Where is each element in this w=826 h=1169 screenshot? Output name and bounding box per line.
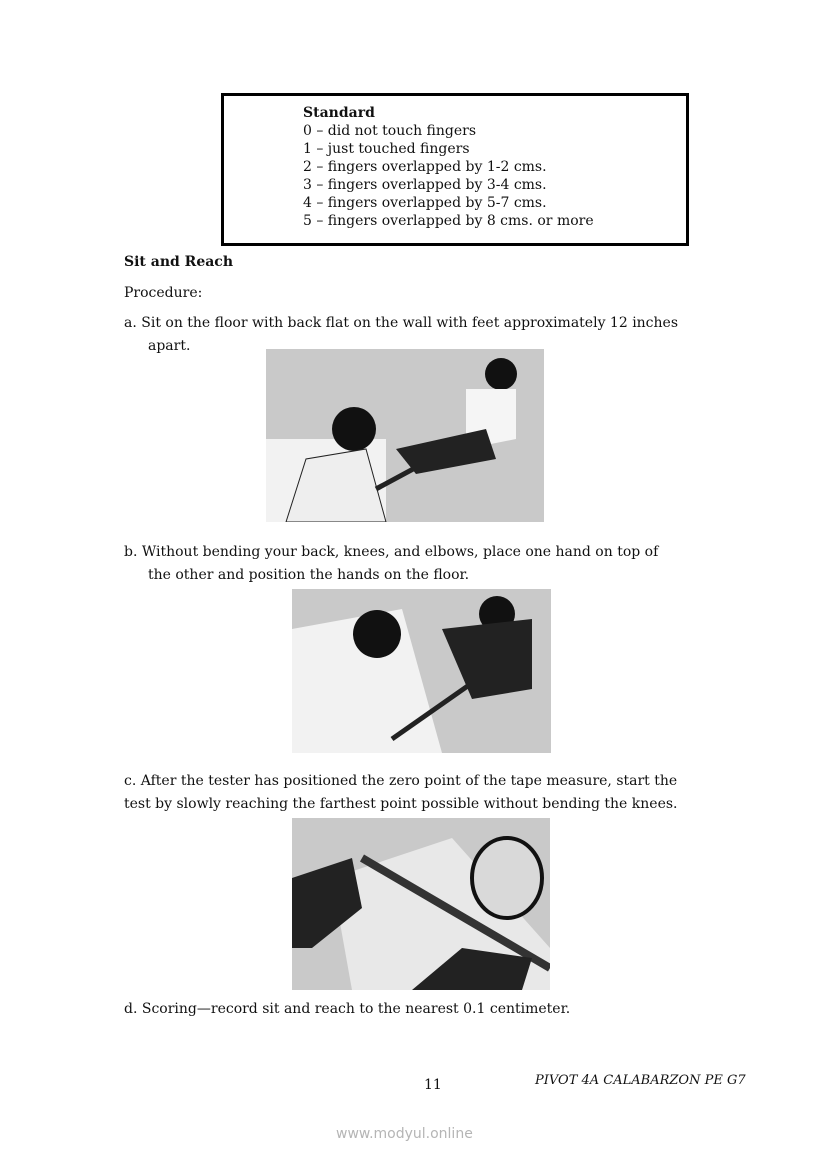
step-text: the other and position the hands on the floor. (148, 567, 470, 583)
step-c (124, 770, 678, 816)
photo-illustration (266, 349, 544, 522)
standard-item: 3 – fingers overlapped by 3-4 cms. (303, 177, 547, 193)
module-footer: PIVOT 4A CALABARZON PE G7 (535, 1073, 746, 1088)
step-d: d. Scoring—record sit and reach to the nearest 0.1 centimeter. (124, 1001, 571, 1017)
photo-reaching-tape (292, 818, 550, 990)
photo-illustration (292, 818, 550, 990)
standard-item: 4 – fingers overlapped by 5-7 cms. (303, 195, 547, 211)
watermark-site: www.modyul.online (336, 1126, 473, 1142)
standard-item: 5 – fingers overlapped by 8 cms. or more (303, 213, 594, 229)
step-text: a. Sit on the floor with back flat on the wall with feet approximately 12 inches (124, 315, 679, 331)
photo-sitting-position (266, 349, 544, 522)
section-heading: Sit and Reach (124, 254, 233, 270)
step-b (124, 541, 658, 587)
step-text: b. Without bending your back, knees, and elbows, place one hand on top of (124, 544, 659, 560)
standard-item: 2 – fingers overlapped by 1-2 cms. (303, 159, 547, 175)
page-number: 11 (424, 1077, 442, 1093)
photo-illustration (292, 589, 551, 753)
standard-scoring-box (221, 93, 689, 246)
standard-item: 0 – did not touch fingers (303, 123, 477, 139)
step-text: apart. (148, 338, 191, 354)
standard-title: Standard (303, 105, 375, 121)
standard-item: 1 – just touched fingers (303, 141, 470, 157)
procedure-label: Procedure: (124, 285, 203, 301)
step-text: test by slowly reaching the farthest point possible without bending the knees. (124, 796, 678, 812)
step-text: c. After the tester has positioned the zero point of the tape measure, start the (124, 773, 678, 789)
photo-hands-position (292, 589, 551, 753)
